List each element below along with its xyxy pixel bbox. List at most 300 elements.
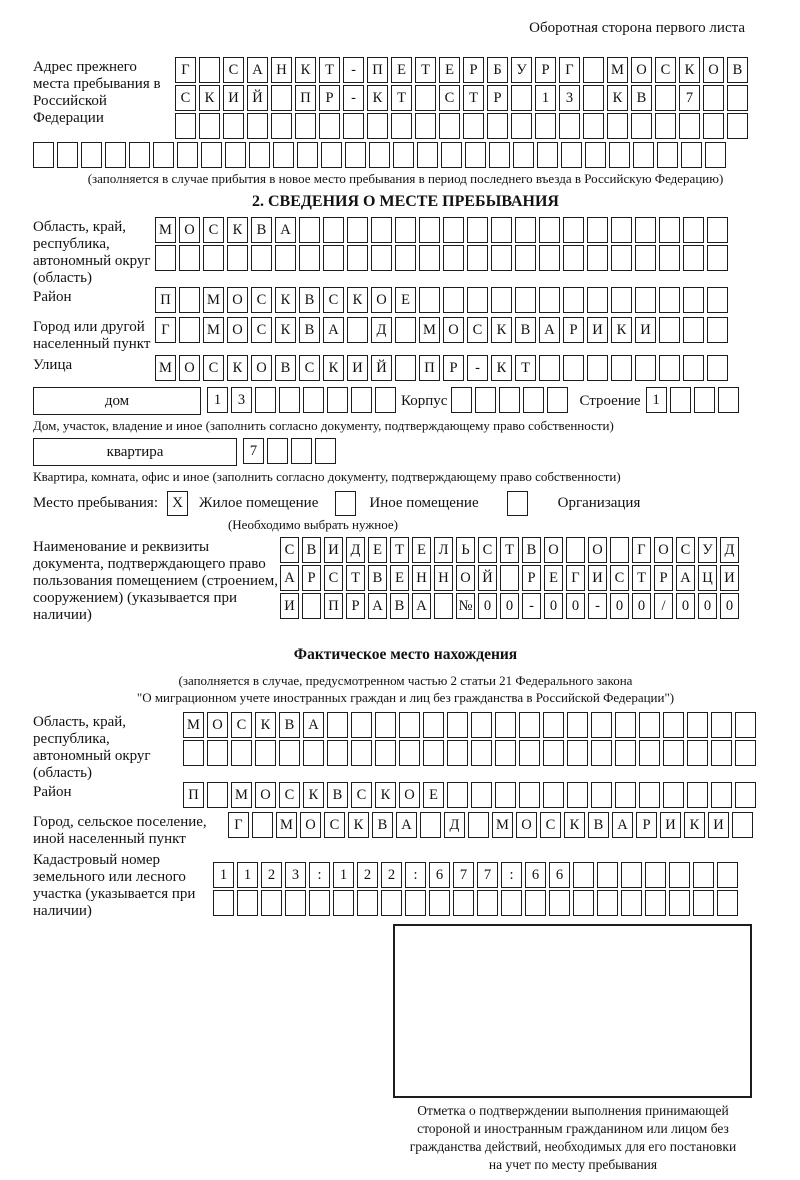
char-cell[interactable] [417, 142, 438, 168]
char-cell[interactable]: - [588, 593, 607, 619]
char-cell[interactable]: Й [247, 85, 268, 111]
char-cell[interactable] [597, 890, 618, 916]
char-cell[interactable] [471, 740, 492, 766]
char-cell[interactable] [683, 287, 704, 313]
char-cell[interactable]: В [275, 355, 296, 381]
char-cell[interactable]: О [207, 712, 228, 738]
char-cell[interactable] [477, 890, 498, 916]
char-cell[interactable] [703, 85, 724, 111]
char-cell[interactable]: С [279, 782, 300, 808]
char-cell[interactable] [351, 740, 372, 766]
char-cell[interactable] [559, 113, 580, 139]
char-cell[interactable]: Е [544, 565, 563, 591]
char-cell[interactable]: 7 [243, 438, 264, 464]
char-cell[interactable] [475, 387, 496, 413]
char-cell[interactable] [471, 782, 492, 808]
char-cell[interactable] [297, 142, 318, 168]
char-cell[interactable] [395, 317, 416, 343]
char-cell[interactable] [443, 287, 464, 313]
char-cell[interactable] [583, 113, 604, 139]
char-cell[interactable] [443, 217, 464, 243]
char-cell[interactable] [732, 812, 753, 838]
char-cell[interactable] [687, 712, 708, 738]
char-cell[interactable] [523, 387, 544, 413]
char-cell[interactable] [659, 245, 680, 271]
char-cell[interactable] [439, 113, 460, 139]
char-cell[interactable]: А [303, 712, 324, 738]
char-cell[interactable]: И [635, 317, 656, 343]
char-cell[interactable]: Г [175, 57, 196, 83]
char-cell[interactable] [255, 387, 276, 413]
char-cell[interactable] [393, 142, 414, 168]
char-cell[interactable]: И [280, 593, 299, 619]
char-cell[interactable]: О [516, 812, 537, 838]
char-cell[interactable] [585, 142, 606, 168]
char-cell[interactable] [291, 438, 312, 464]
char-cell[interactable]: Г [632, 537, 651, 563]
char-cell[interactable]: А [368, 593, 387, 619]
char-cell[interactable] [467, 217, 488, 243]
char-cell[interactable]: Д [371, 317, 392, 343]
char-cell[interactable]: К [679, 57, 700, 83]
char-cell[interactable]: Г [559, 57, 580, 83]
char-cell[interactable]: С [280, 537, 299, 563]
char-cell[interactable]: 1 [213, 862, 234, 888]
char-cell[interactable]: С [203, 355, 224, 381]
char-cell[interactable] [519, 782, 540, 808]
char-cell[interactable] [255, 740, 276, 766]
char-cell[interactable] [201, 142, 222, 168]
char-cell[interactable]: М [419, 317, 440, 343]
char-cell[interactable]: А [676, 565, 695, 591]
char-cell[interactable] [717, 862, 738, 888]
char-cell[interactable]: О [179, 355, 200, 381]
char-cell[interactable] [447, 740, 468, 766]
char-cell[interactable] [707, 317, 728, 343]
char-cell[interactable] [267, 438, 288, 464]
char-cell[interactable] [591, 712, 612, 738]
char-cell[interactable] [567, 740, 588, 766]
char-cell[interactable] [615, 712, 636, 738]
char-cell[interactable] [621, 862, 642, 888]
char-cell[interactable] [491, 217, 512, 243]
char-cell[interactable]: К [323, 355, 344, 381]
char-cell[interactable]: П [295, 85, 316, 111]
char-cell[interactable] [563, 217, 584, 243]
char-cell[interactable]: 7 [679, 85, 700, 111]
char-cell[interactable] [633, 142, 654, 168]
char-cell[interactable] [707, 287, 728, 313]
char-cell[interactable] [694, 387, 715, 413]
stay-residential-checkbox[interactable]: X [167, 491, 188, 516]
char-cell[interactable]: - [343, 85, 364, 111]
char-cell[interactable] [615, 740, 636, 766]
char-cell[interactable] [561, 142, 582, 168]
char-cell[interactable] [659, 355, 680, 381]
char-cell[interactable]: П [183, 782, 204, 808]
char-cell[interactable] [487, 113, 508, 139]
char-cell[interactable] [703, 113, 724, 139]
char-cell[interactable]: Д [444, 812, 465, 838]
char-cell[interactable] [489, 142, 510, 168]
char-cell[interactable] [707, 217, 728, 243]
char-cell[interactable] [249, 142, 270, 168]
char-cell[interactable] [525, 890, 546, 916]
char-cell[interactable] [419, 217, 440, 243]
char-cell[interactable]: В [727, 57, 748, 83]
char-cell[interactable]: К [303, 782, 324, 808]
char-cell[interactable]: А [275, 217, 296, 243]
char-cell[interactable] [395, 355, 416, 381]
char-cell[interactable]: А [539, 317, 560, 343]
char-cell[interactable]: Е [395, 287, 416, 313]
char-cell[interactable] [443, 245, 464, 271]
char-cell[interactable]: 6 [525, 862, 546, 888]
char-cell[interactable]: А [412, 593, 431, 619]
char-cell[interactable] [319, 113, 340, 139]
char-cell[interactable] [303, 387, 324, 413]
char-cell[interactable]: 1 [207, 387, 228, 413]
char-cell[interactable]: Р [443, 355, 464, 381]
char-cell[interactable] [495, 740, 516, 766]
char-cell[interactable] [687, 740, 708, 766]
char-cell[interactable] [519, 712, 540, 738]
char-cell[interactable] [367, 113, 388, 139]
char-cell[interactable] [347, 217, 368, 243]
char-cell[interactable] [707, 355, 728, 381]
char-cell[interactable] [655, 113, 676, 139]
char-cell[interactable]: Т [500, 537, 519, 563]
char-cell[interactable] [199, 113, 220, 139]
char-cell[interactable]: Ь [456, 537, 475, 563]
char-cell[interactable] [347, 245, 368, 271]
char-cell[interactable]: 3 [559, 85, 580, 111]
char-cell[interactable] [543, 740, 564, 766]
char-cell[interactable] [609, 142, 630, 168]
char-cell[interactable]: Е [412, 537, 431, 563]
char-cell[interactable]: С [467, 317, 488, 343]
char-cell[interactable]: 0 [500, 593, 519, 619]
char-cell[interactable]: В [390, 593, 409, 619]
char-cell[interactable]: Т [632, 565, 651, 591]
char-cell[interactable] [711, 782, 732, 808]
char-cell[interactable]: И [588, 565, 607, 591]
char-cell[interactable] [471, 712, 492, 738]
char-cell[interactable]: К [199, 85, 220, 111]
char-cell[interactable]: 2 [357, 862, 378, 888]
char-cell[interactable]: Л [434, 537, 453, 563]
char-cell[interactable] [179, 317, 200, 343]
char-cell[interactable]: О [251, 355, 272, 381]
char-cell[interactable] [539, 217, 560, 243]
char-cell[interactable]: С [203, 217, 224, 243]
char-cell[interactable] [539, 245, 560, 271]
char-cell[interactable]: С [676, 537, 695, 563]
char-cell[interactable]: Н [271, 57, 292, 83]
char-cell[interactable] [683, 217, 704, 243]
char-cell[interactable]: Е [390, 565, 409, 591]
char-cell[interactable] [663, 740, 684, 766]
char-cell[interactable] [711, 712, 732, 738]
char-cell[interactable] [302, 593, 321, 619]
char-cell[interactable] [515, 217, 536, 243]
char-cell[interactable] [499, 387, 520, 413]
char-cell[interactable] [515, 245, 536, 271]
char-cell[interactable]: 1 [237, 862, 258, 888]
char-cell[interactable] [381, 890, 402, 916]
char-cell[interactable]: 1 [535, 85, 556, 111]
char-cell[interactable] [693, 890, 714, 916]
char-cell[interactable] [434, 593, 453, 619]
char-cell[interactable]: О [654, 537, 673, 563]
char-cell[interactable]: Д [720, 537, 739, 563]
char-cell[interactable] [375, 387, 396, 413]
char-cell[interactable] [371, 217, 392, 243]
char-cell[interactable] [177, 142, 198, 168]
char-cell[interactable]: М [155, 217, 176, 243]
char-cell[interactable] [519, 740, 540, 766]
char-cell[interactable]: И [660, 812, 681, 838]
char-cell[interactable] [491, 245, 512, 271]
char-cell[interactable]: 0 [676, 593, 695, 619]
char-cell[interactable] [591, 782, 612, 808]
char-cell[interactable] [539, 287, 560, 313]
char-cell[interactable] [587, 355, 608, 381]
char-cell[interactable] [251, 245, 272, 271]
char-cell[interactable]: П [419, 355, 440, 381]
house-type-box[interactable]: дом [33, 387, 201, 415]
char-cell[interactable] [213, 890, 234, 916]
char-cell[interactable] [345, 142, 366, 168]
char-cell[interactable] [547, 387, 568, 413]
char-cell[interactable] [323, 217, 344, 243]
char-cell[interactable]: 3 [285, 862, 306, 888]
char-cell[interactable]: К [564, 812, 585, 838]
char-cell[interactable]: К [255, 712, 276, 738]
char-cell[interactable]: К [227, 355, 248, 381]
char-cell[interactable]: 0 [720, 593, 739, 619]
char-cell[interactable]: Р [636, 812, 657, 838]
char-cell[interactable]: К [684, 812, 705, 838]
char-cell[interactable] [500, 565, 519, 591]
char-cell[interactable] [237, 890, 258, 916]
char-cell[interactable] [399, 740, 420, 766]
char-cell[interactable]: Е [368, 537, 387, 563]
char-cell[interactable]: В [368, 565, 387, 591]
char-cell[interactable] [415, 113, 436, 139]
char-cell[interactable] [395, 217, 416, 243]
char-cell[interactable] [351, 712, 372, 738]
char-cell[interactable] [707, 245, 728, 271]
char-cell[interactable] [465, 142, 486, 168]
char-cell[interactable]: Г [228, 812, 249, 838]
char-cell[interactable] [635, 355, 656, 381]
char-cell[interactable] [683, 355, 704, 381]
char-cell[interactable] [303, 740, 324, 766]
char-cell[interactable] [645, 862, 666, 888]
stay-other-premises-checkbox[interactable] [335, 491, 356, 516]
char-cell[interactable]: М [231, 782, 252, 808]
char-cell[interactable]: Е [439, 57, 460, 83]
char-cell[interactable] [419, 245, 440, 271]
char-cell[interactable]: К [607, 85, 628, 111]
char-cell[interactable] [491, 287, 512, 313]
char-cell[interactable]: - [522, 593, 541, 619]
char-cell[interactable]: Р [319, 85, 340, 111]
char-cell[interactable] [207, 740, 228, 766]
char-cell[interactable]: О [371, 287, 392, 313]
char-cell[interactable]: Р [346, 593, 365, 619]
char-cell[interactable]: Р [487, 85, 508, 111]
char-cell[interactable]: К [491, 355, 512, 381]
char-cell[interactable] [369, 142, 390, 168]
char-cell[interactable] [129, 142, 150, 168]
char-cell[interactable] [663, 712, 684, 738]
char-cell[interactable] [273, 142, 294, 168]
char-cell[interactable]: С [439, 85, 460, 111]
char-cell[interactable] [275, 245, 296, 271]
char-cell[interactable]: О [255, 782, 276, 808]
char-cell[interactable] [405, 890, 426, 916]
char-cell[interactable]: В [515, 317, 536, 343]
char-cell[interactable] [463, 113, 484, 139]
char-cell[interactable] [549, 890, 570, 916]
char-cell[interactable] [655, 85, 676, 111]
char-cell[interactable]: О [227, 317, 248, 343]
char-cell[interactable] [279, 740, 300, 766]
char-cell[interactable] [567, 712, 588, 738]
char-cell[interactable]: С [299, 355, 320, 381]
char-cell[interactable] [718, 387, 739, 413]
char-cell[interactable] [513, 142, 534, 168]
char-cell[interactable] [543, 712, 564, 738]
char-cell[interactable]: 7 [477, 862, 498, 888]
char-cell[interactable] [323, 245, 344, 271]
char-cell[interactable] [639, 712, 660, 738]
char-cell[interactable] [567, 782, 588, 808]
char-cell[interactable] [315, 438, 336, 464]
char-cell[interactable] [543, 782, 564, 808]
char-cell[interactable]: К [227, 217, 248, 243]
apartment-type-box[interactable]: квартира [33, 438, 237, 466]
char-cell[interactable] [423, 712, 444, 738]
char-cell[interactable]: В [302, 537, 321, 563]
char-cell[interactable] [495, 712, 516, 738]
char-cell[interactable]: М [203, 287, 224, 313]
char-cell[interactable] [295, 113, 316, 139]
char-cell[interactable]: С [540, 812, 561, 838]
char-cell[interactable]: О [631, 57, 652, 83]
char-cell[interactable]: Г [566, 565, 585, 591]
char-cell[interactable] [279, 387, 300, 413]
char-cell[interactable] [175, 113, 196, 139]
char-cell[interactable] [423, 740, 444, 766]
char-cell[interactable]: С [324, 812, 345, 838]
char-cell[interactable] [327, 712, 348, 738]
char-cell[interactable] [639, 782, 660, 808]
char-cell[interactable]: С [251, 287, 272, 313]
char-cell[interactable] [347, 317, 368, 343]
char-cell[interactable]: Р [463, 57, 484, 83]
char-cell[interactable]: О [227, 287, 248, 313]
char-cell[interactable]: Р [535, 57, 556, 83]
char-cell[interactable] [607, 113, 628, 139]
char-cell[interactable] [371, 245, 392, 271]
char-cell[interactable]: И [223, 85, 244, 111]
char-cell[interactable] [299, 217, 320, 243]
char-cell[interactable] [153, 142, 174, 168]
char-cell[interactable] [566, 537, 585, 563]
char-cell[interactable]: : [501, 862, 522, 888]
char-cell[interactable] [683, 245, 704, 271]
char-cell[interactable] [343, 113, 364, 139]
char-cell[interactable]: В [588, 812, 609, 838]
char-cell[interactable] [375, 740, 396, 766]
char-cell[interactable] [495, 782, 516, 808]
char-cell[interactable] [285, 890, 306, 916]
char-cell[interactable] [183, 740, 204, 766]
char-cell[interactable]: К [275, 317, 296, 343]
char-cell[interactable]: С [223, 57, 244, 83]
char-cell[interactable] [357, 890, 378, 916]
char-cell[interactable]: И [347, 355, 368, 381]
char-cell[interactable]: 0 [478, 593, 497, 619]
char-cell[interactable] [511, 85, 532, 111]
char-cell[interactable]: О [399, 782, 420, 808]
char-cell[interactable] [225, 142, 246, 168]
char-cell[interactable]: А [247, 57, 268, 83]
char-cell[interactable]: В [372, 812, 393, 838]
char-cell[interactable] [419, 287, 440, 313]
char-cell[interactable] [327, 740, 348, 766]
char-cell[interactable]: Р [563, 317, 584, 343]
char-cell[interactable]: 0 [544, 593, 563, 619]
char-cell[interactable] [669, 890, 690, 916]
char-cell[interactable] [635, 245, 656, 271]
char-cell[interactable]: У [698, 537, 717, 563]
char-cell[interactable] [271, 113, 292, 139]
char-cell[interactable]: Т [415, 57, 436, 83]
char-cell[interactable]: - [343, 57, 364, 83]
char-cell[interactable]: 1 [646, 387, 667, 413]
char-cell[interactable] [687, 782, 708, 808]
char-cell[interactable] [333, 890, 354, 916]
char-cell[interactable]: Т [463, 85, 484, 111]
char-cell[interactable] [563, 245, 584, 271]
char-cell[interactable] [57, 142, 78, 168]
char-cell[interactable] [611, 245, 632, 271]
char-cell[interactable] [511, 113, 532, 139]
char-cell[interactable]: 0 [610, 593, 629, 619]
char-cell[interactable]: И [720, 565, 739, 591]
char-cell[interactable] [179, 245, 200, 271]
char-cell[interactable] [247, 113, 268, 139]
char-cell[interactable]: Й [371, 355, 392, 381]
char-cell[interactable]: О [456, 565, 475, 591]
char-cell[interactable] [635, 287, 656, 313]
char-cell[interactable]: Р [522, 565, 541, 591]
char-cell[interactable] [447, 782, 468, 808]
char-cell[interactable] [679, 113, 700, 139]
char-cell[interactable]: С [610, 565, 629, 591]
char-cell[interactable] [610, 537, 629, 563]
char-cell[interactable]: С [478, 537, 497, 563]
char-cell[interactable]: К [375, 782, 396, 808]
char-cell[interactable] [327, 387, 348, 413]
char-cell[interactable]: Е [391, 57, 412, 83]
char-cell[interactable] [597, 862, 618, 888]
char-cell[interactable] [587, 287, 608, 313]
